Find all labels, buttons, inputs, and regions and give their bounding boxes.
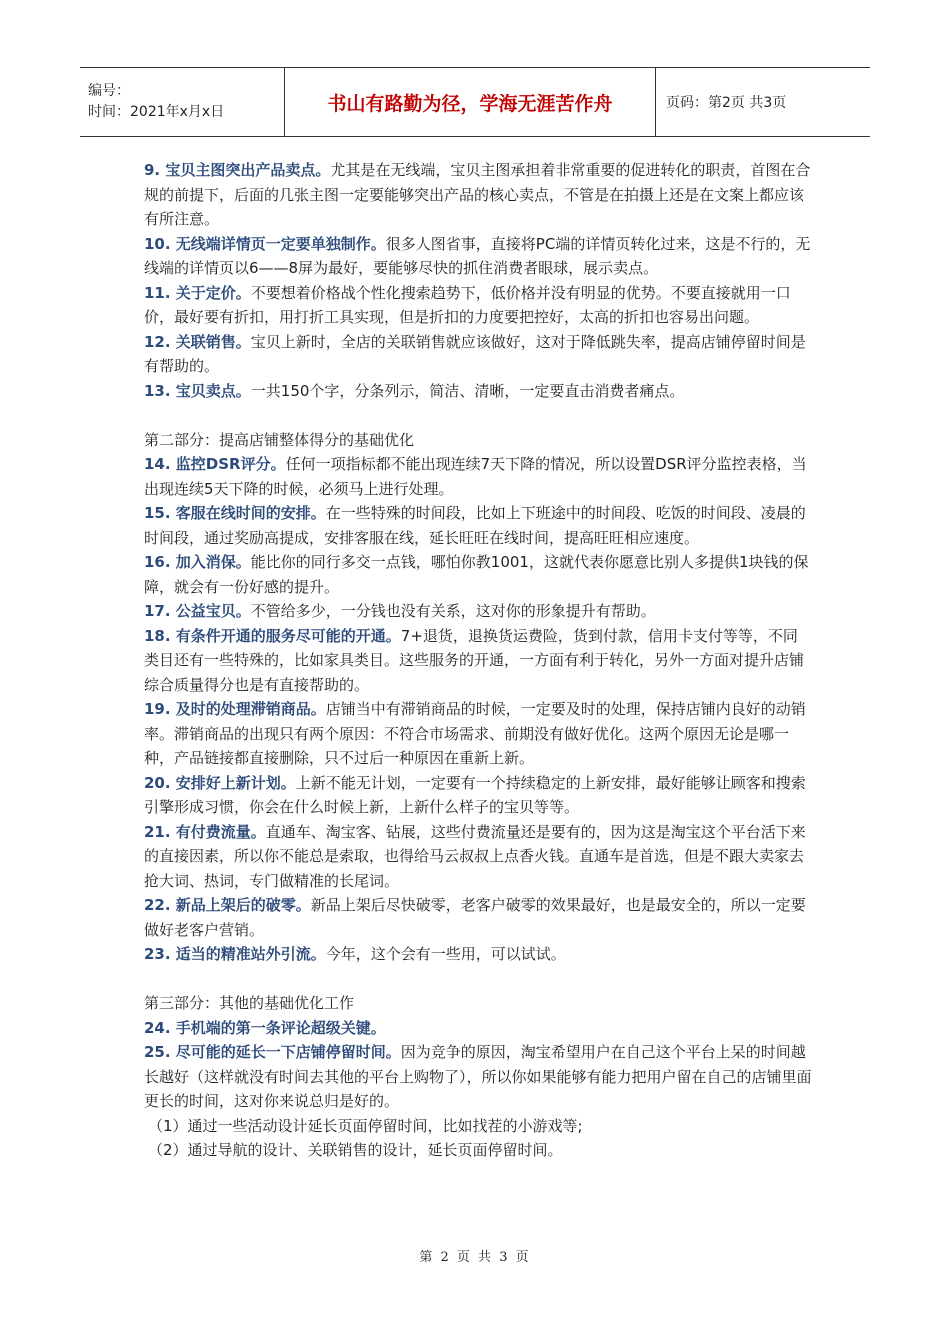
list-item: 19. 及时的处理滞销商品。店铺当中有滞销商品的时候，一定要及时的处理，保持店铺内良好的动销率。滞销商品的出现只有两个原因：不符合市场需求、前期没有做好优化。这两个原因无论是哪一种，产品链接都直接删除，只不过后一种原因在重新上新。 (144, 700, 806, 767)
sub-item: （2）通过导航的设计、关联销售的设计，延长页面停留时间。 (148, 1141, 563, 1159)
list-item: 13. 宝贝卖点。一共150个字，分条列示，简洁、清晰，一定要直击消费者痛点。 (144, 381, 685, 400)
list-item: 15. 客服在线时间的安排。在一些特殊的时间段，比如上下班途中的时间段、吃饭的时间段、凌晨的时间段，通过奖励高提成，安排客服在线，延长旺旺在线时间，提高旺旺相应速度。 (144, 504, 806, 547)
section-heading: 第三部分：其他的基础优化工作 (144, 994, 355, 1012)
header-meta (80, 68, 284, 136)
time-label: 时间：2021年x月x日 (88, 104, 225, 120)
section-heading: 第二部分：提高店铺整体得分的基础优化 (144, 430, 415, 449)
list-item: 16. 加入消保。能比你的同行多交一点钱，哪怕你教1001，这就代表你愿意比别人多提供1块钱的保障，就会有一份好感的提升。 (144, 553, 809, 596)
list-item: 24. 手机端的第一条评论超级关键。 (144, 1018, 386, 1037)
list-item: 10. 无线端详情页一定要单独制作。很多人图省事，直接将PC端的详情页转化过来，这是不行的，无线端的详情页以6——8屏为最好，要能够尽快的抓住消费者眼球，展示卖点。 (144, 234, 811, 277)
list-item: 14. 监控DSR评分。任何一项指标都不能出现连续7天下降的情况，所以设置DSR评分监控表格，当出现连续5天下降的时候，必须马上进行处理。 (144, 455, 807, 498)
page-label: 页码：第2页 共3页 (666, 95, 787, 111)
page-footer: 第 2 页 共 3 页 (419, 1250, 531, 1265)
list-item: 20. 安排好上新计划。上新不能无计划，一定要有一个持续稳定的上新安排，最好能够让顾客和搜索引擎形成习惯，你会在什么时候上新，上新什么样子的宝贝等等。 (144, 773, 806, 816)
list-item: 11. 关于定价。不要想着价格战个性化搜索趋势下，低价格并没有明显的优势。不要直接就用一口价，最好要有折扣，用打折工具实现，但是折扣的力度要把控好，太高的折扣也容易出问题。 (144, 283, 791, 326)
page-header (80, 67, 870, 137)
list-item: 17. 公益宝贝。不管给多少，一分钱也没有关系，这对你的形象提升有帮助。 (144, 602, 656, 620)
list-item: 21. 有付费流量。直通车、淘宝客、钻展，这些付费流量还是要有的，因为这是淘宝这个平台活下来的直接因素，所以你不能总是索取，也得给马云叔叔上点香火钱。直通车是首选，但是不跟大卖家去抢大词、热词，专门做精准的长尾词。 (144, 822, 806, 890)
list-item: 9. 宝贝主图突出产品卖点。尤其是在无线端，宝贝主图承担着非常重要的促进转化的职责，首图在合规的前提下，后面的几张主图一定要能够突出产品的核心卖点，不管是在拍摄上还是在文案上都应该有所注意。 (144, 161, 811, 228)
motto: 书山有路勤为径，学海无涯苦作舟 (284, 68, 656, 136)
list-item: 25. 尽可能的延长一下店铺停留时间。因为竞争的原因，淘宝希望用户在自己这个平台上呆的时间越长越好（这样就没有时间去其他的平台上购物了），所以你如果能够有能力把用户留在自己的店铺里面更长的时间，这对你来说总归是好的。 (144, 1043, 812, 1110)
list-item: 22. 新品上架后的破零。新品上架后尽快破零，老客户破零的效果最好，也是最安全的，所以一定要做好老客户营销。 (144, 896, 806, 939)
list-item: 23. 适当的精准站外引流。今年，这个会有一些用，可以试试。 (144, 945, 566, 963)
sub-item: （1）通过一些活动设计延长页面停留时间，比如找茬的小游戏等; (148, 1116, 583, 1135)
number-label: 编号： (88, 83, 130, 99)
list-item: 12. 关联销售。宝贝上新时，全店的关联销售就应该做好，这对于降低跳失率，提高店铺停留时间是有帮助的。 (144, 332, 806, 375)
document-body (144, 158, 812, 1163)
list-item: 18. 有条件开通的服务尽可能的开通。7+退货，退换货运费险，货到付款，信用卡支付等等，不同类目还有一些特殊的，比如家具类目。这些服务的开通，一方面有利于转化，另外一方面对提升店铺综合质量得分也是有直接帮助的。 (144, 626, 805, 694)
